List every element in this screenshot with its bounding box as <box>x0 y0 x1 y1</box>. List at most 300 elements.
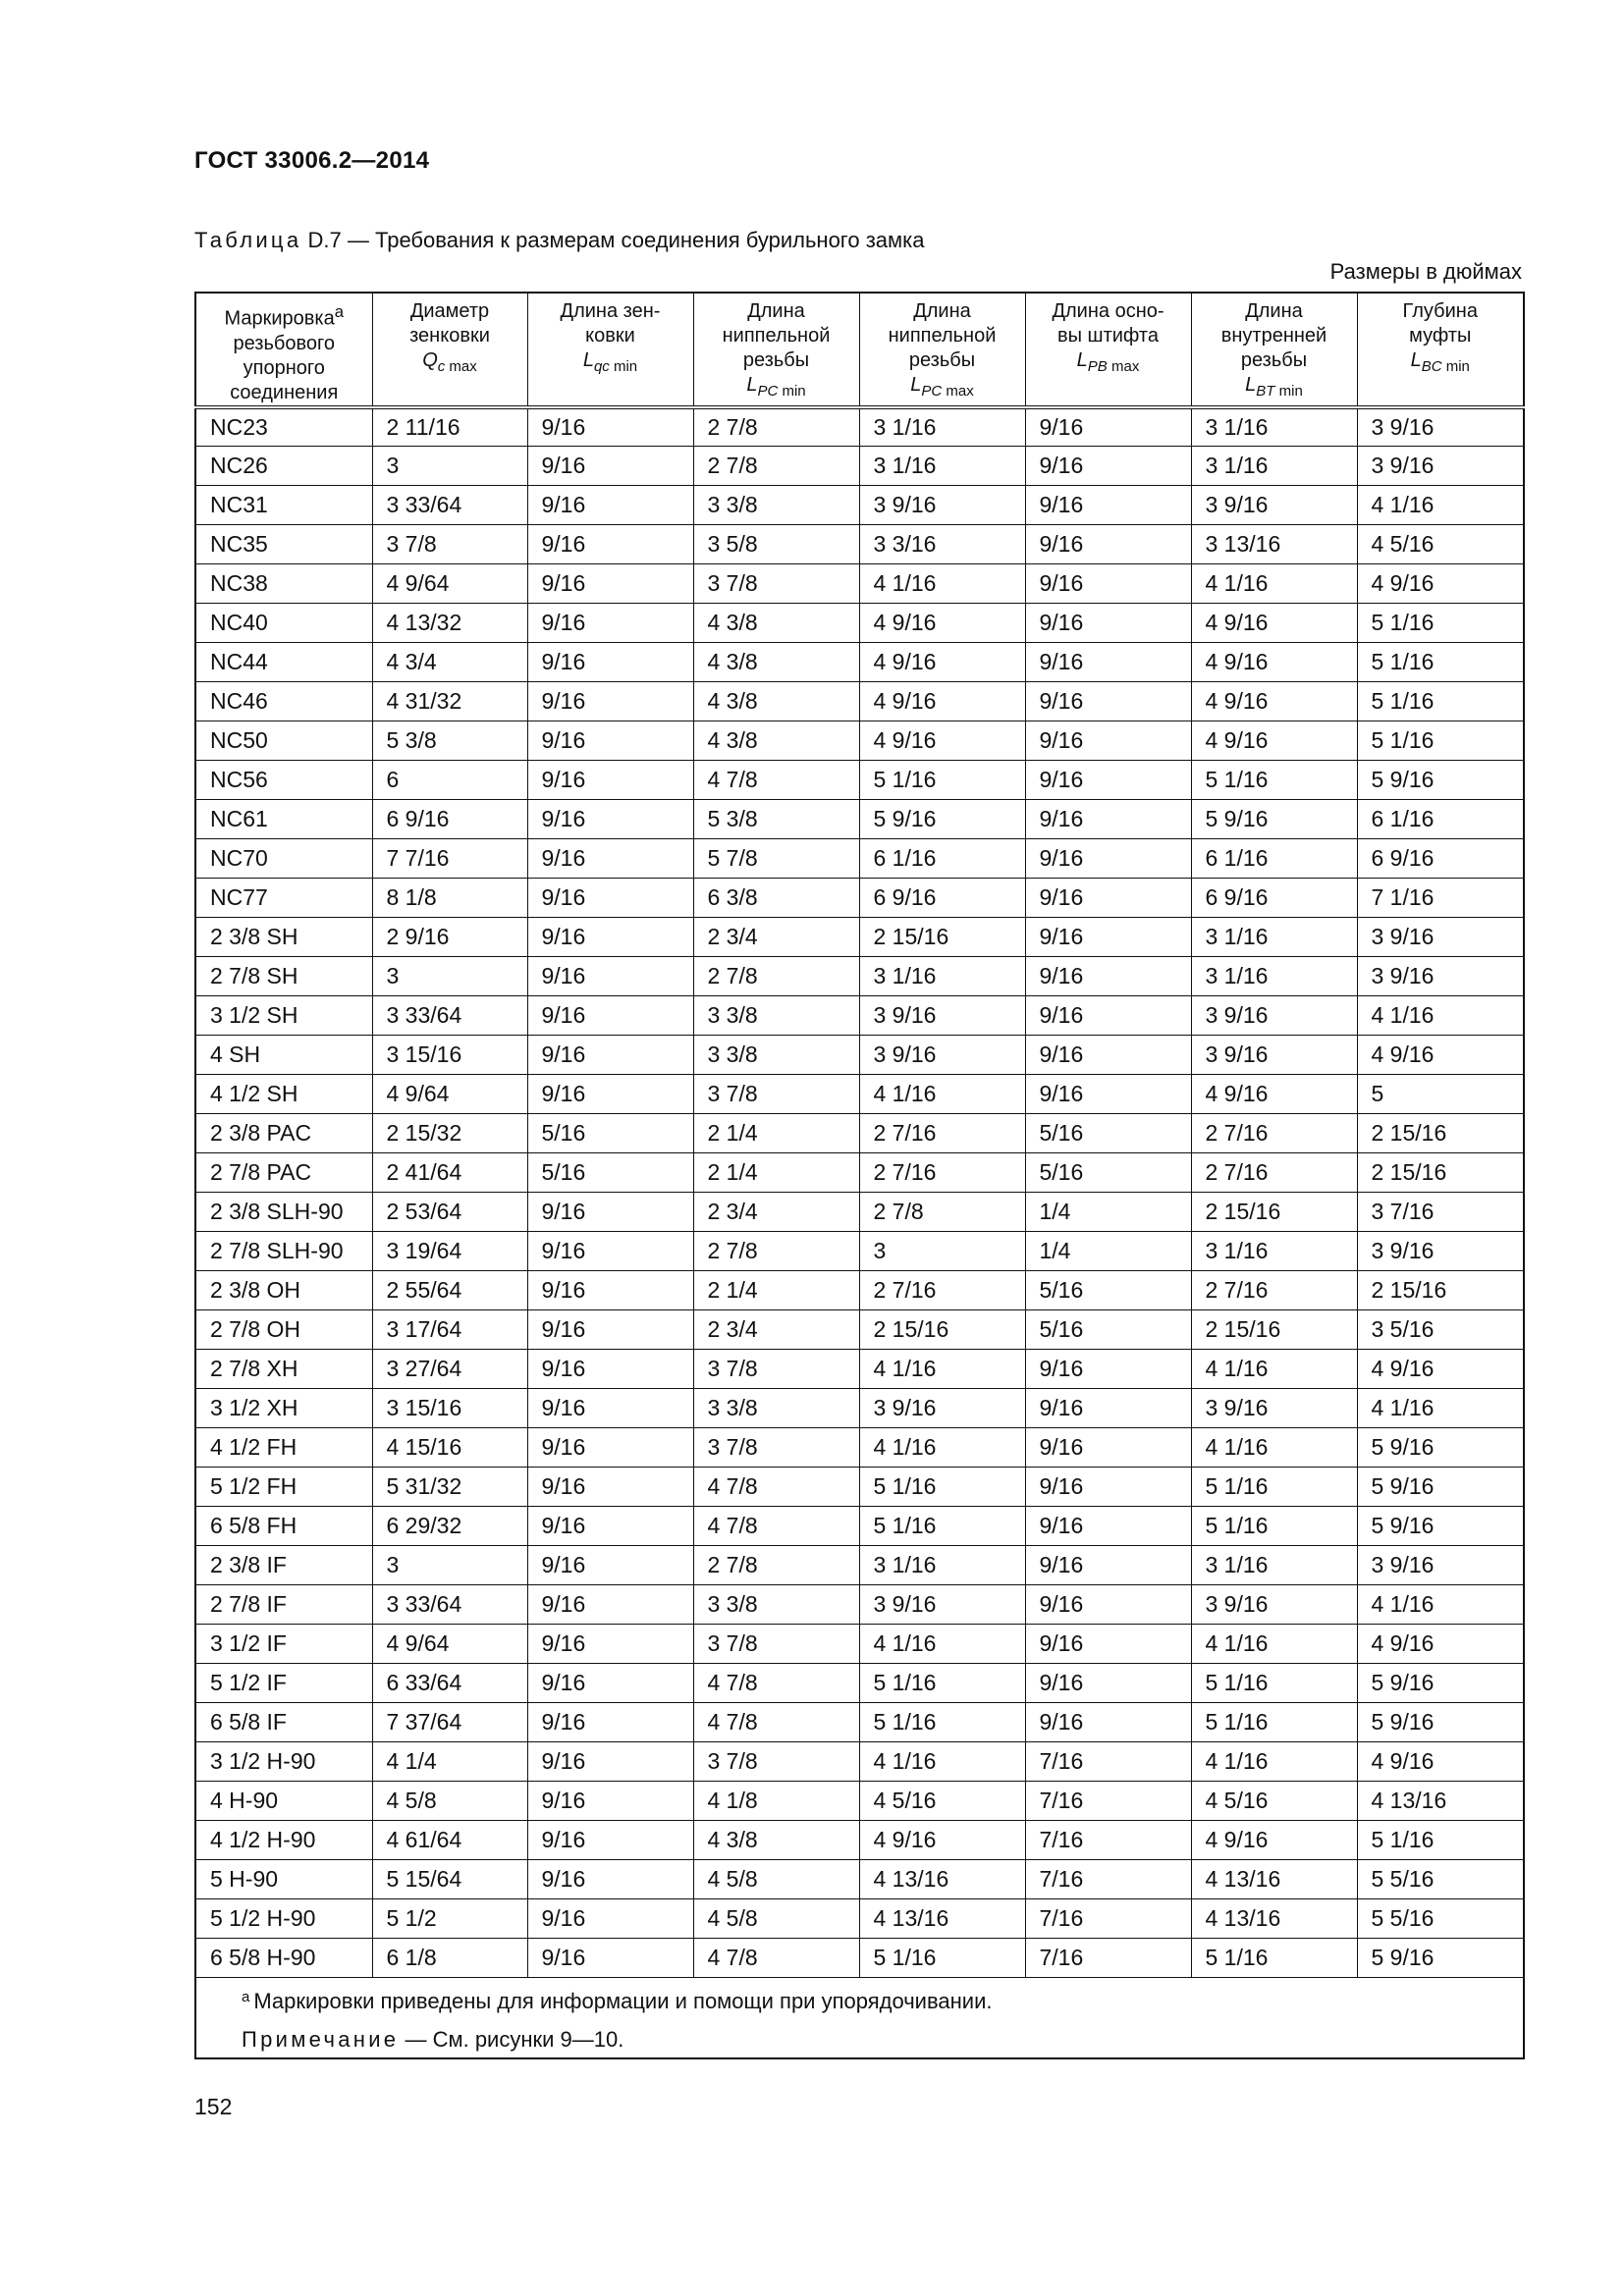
symbol-letter: L <box>1245 374 1257 396</box>
table-cell: 4 9/16 <box>1191 1075 1357 1114</box>
table-row <box>195 643 1524 682</box>
header-line: внутренней <box>1220 325 1327 347</box>
symbol-subscript-text: min <box>778 383 806 400</box>
table-cell: 3 3/8 <box>693 486 859 525</box>
table-cell: 9/16 <box>527 1546 693 1585</box>
header-line <box>200 299 368 332</box>
table-cell: 3 1/16 <box>859 447 1025 486</box>
table-cell: 3 <box>372 447 527 486</box>
symbol-letter: L <box>1076 349 1088 371</box>
document-header: ГОСТ 33006.2—2014 <box>194 147 430 174</box>
table-cell: 9/16 <box>1025 1507 1191 1546</box>
table-cell: 5 7/8 <box>693 839 859 879</box>
connection-designation-cell: NC23 <box>195 407 372 447</box>
connection-designation-cell: 2 3/8 OH <box>195 1271 372 1310</box>
table-cell: 4 9/16 <box>1191 721 1357 761</box>
table-cell: 4 61/64 <box>372 1821 527 1860</box>
table-cell: 4 1/16 <box>1191 564 1357 604</box>
table-cell: 4 1/16 <box>1191 1742 1357 1782</box>
table-cell: 4 3/8 <box>693 682 859 721</box>
symbol-letter: L <box>746 374 758 396</box>
symbol-subscript-italic: PB <box>1087 358 1108 375</box>
table-cell: 9/16 <box>1025 447 1191 486</box>
table-cell: 9/16 <box>527 407 693 447</box>
table-cell: 4 5/16 <box>1191 1782 1357 1821</box>
table-cell: 4 1/16 <box>859 1350 1025 1389</box>
table-cell: 6 1/16 <box>1191 839 1357 879</box>
table-cell: 4 1/16 <box>1191 1625 1357 1664</box>
table-cell: 5 9/16 <box>1357 761 1524 800</box>
table-caption <box>194 228 925 253</box>
symbol-subscript-italic: PC <box>757 383 779 400</box>
table-cell: 4 13/32 <box>372 604 527 643</box>
symbol-subscript-text: max <box>942 383 974 400</box>
table-cell: 3 7/8 <box>693 1742 859 1782</box>
table-cell: 4 9/16 <box>1357 1350 1524 1389</box>
table-cell: 3 9/16 <box>1357 1232 1524 1271</box>
table-cell: 4 9/16 <box>1191 1821 1357 1860</box>
table-cell: 3 <box>859 1232 1025 1271</box>
connection-designation-cell: 2 3/8 PAC <box>195 1114 372 1153</box>
table-cell: 9/16 <box>527 1232 693 1271</box>
table-cell: 9/16 <box>527 1625 693 1664</box>
table-cell: 9/16 <box>527 1428 693 1468</box>
table-row <box>195 604 1524 643</box>
table-cell: 9/16 <box>1025 1703 1191 1742</box>
table-cell: 4 5/8 <box>693 1899 859 1939</box>
table-cell: 9/16 <box>527 682 693 721</box>
table-cell: 9/16 <box>527 643 693 682</box>
symbol-subscript <box>1088 358 1140 375</box>
table-notes <box>195 1978 1524 2059</box>
table-row <box>195 1232 1524 1271</box>
header-symbol <box>698 373 855 399</box>
symbol-subscript <box>1422 358 1470 375</box>
table-cell: 4 13/16 <box>1357 1782 1524 1821</box>
note-label: Примечание <box>242 2027 400 2053</box>
table-cell: 2 1/4 <box>693 1153 859 1193</box>
table-cell: 4 3/8 <box>693 1821 859 1860</box>
table-cell: 9/16 <box>1025 1585 1191 1625</box>
table-cell: 3 5/8 <box>693 525 859 564</box>
table-cell: 4 9/64 <box>372 1075 527 1114</box>
table-cell: 9/16 <box>527 957 693 996</box>
table-cell: 2 3/4 <box>693 1193 859 1232</box>
connection-designation-cell: NC31 <box>195 486 372 525</box>
table-cell: 4 13/16 <box>1191 1899 1357 1939</box>
table-cell: 3 9/16 <box>1191 486 1357 525</box>
table-cell: 5 3/8 <box>372 721 527 761</box>
table-cell: 4 13/16 <box>859 1899 1025 1939</box>
symbol-subscript-text: max <box>1107 358 1140 375</box>
footer-row <box>195 1978 1524 2059</box>
symbol-letter: Q <box>422 349 438 371</box>
table-cell: 5 1/16 <box>1191 761 1357 800</box>
table-row <box>195 1703 1524 1742</box>
table-cell: 3 7/8 <box>693 1625 859 1664</box>
table-cell: 9/16 <box>527 1899 693 1939</box>
connection-designation-cell: 5 1/2 FH <box>195 1468 372 1507</box>
table-cell: 5 9/16 <box>1357 1664 1524 1703</box>
table-cell: 2 15/16 <box>859 918 1025 957</box>
table-cell: 2 9/16 <box>372 918 527 957</box>
table-cell: 5 9/16 <box>1357 1703 1524 1742</box>
table-cell: 4 9/64 <box>372 564 527 604</box>
table-cell: 5 5/16 <box>1357 1860 1524 1899</box>
table-cell: 2 15/16 <box>1357 1153 1524 1193</box>
header-symbol <box>864 373 1021 399</box>
connection-designation-cell: 2 7/8 IF <box>195 1585 372 1625</box>
table-cell: 2 3/4 <box>693 1310 859 1350</box>
table-cell: 6 9/16 <box>1191 879 1357 918</box>
table-cell: 2 55/64 <box>372 1271 527 1310</box>
table-cell: 3 13/16 <box>1191 525 1357 564</box>
table-cell: 3 7/8 <box>372 525 527 564</box>
header-line: Диаметр <box>409 300 490 322</box>
table-row <box>195 1782 1524 1821</box>
connection-designation-cell: NC77 <box>195 879 372 918</box>
table-cell: 9/16 <box>1025 643 1191 682</box>
table-row <box>195 1114 1524 1153</box>
table-cell: 4 3/8 <box>693 643 859 682</box>
header-line: Длина осно- <box>1052 300 1164 322</box>
table-cell: 4 3/4 <box>372 643 527 682</box>
table-row <box>195 486 1524 525</box>
table-row <box>195 1271 1524 1310</box>
symbol-subscript-italic: PC <box>921 383 943 400</box>
symbol-subscript <box>438 358 477 375</box>
symbol-subscript <box>757 383 805 400</box>
table-row <box>195 525 1524 564</box>
header-line: соединения <box>230 381 339 403</box>
table-cell: 6 29/32 <box>372 1507 527 1546</box>
table-cell: 5/16 <box>527 1114 693 1153</box>
table-row <box>195 447 1524 486</box>
table-cell: 5 1/16 <box>1357 682 1524 721</box>
table-cell: 5 1/16 <box>859 1468 1025 1507</box>
table-cell: 9/16 <box>1025 1664 1191 1703</box>
connection-designation-cell: NC56 <box>195 761 372 800</box>
table-cell: 7 1/16 <box>1357 879 1524 918</box>
table-cell: 6 1/16 <box>1357 800 1524 839</box>
table-cell: 3 19/64 <box>372 1232 527 1271</box>
table-cell: 9/16 <box>527 486 693 525</box>
table-cell: 5 1/16 <box>859 1703 1025 1742</box>
table-row <box>195 1821 1524 1860</box>
table-cell: 9/16 <box>1025 721 1191 761</box>
table-cell: 3 3/8 <box>693 1036 859 1075</box>
table-row <box>195 1036 1524 1075</box>
table-cell: 3 17/64 <box>372 1310 527 1350</box>
table-row <box>195 918 1524 957</box>
table-cell: 6 1/8 <box>372 1939 527 1978</box>
table-cell: 5/16 <box>527 1153 693 1193</box>
table-cell: 9/16 <box>527 1821 693 1860</box>
header-line: ковки <box>585 325 635 347</box>
table-cell: 4 13/16 <box>1191 1860 1357 1899</box>
table-cell: 4 1/16 <box>859 1625 1025 1664</box>
table-cell: 2 15/32 <box>372 1114 527 1153</box>
table-cell: 3 7/8 <box>693 1075 859 1114</box>
table-cell: 2 7/8 <box>859 1193 1025 1232</box>
table-cell: 4 7/8 <box>693 761 859 800</box>
connection-designation-cell: 5 1/2 IF <box>195 1664 372 1703</box>
table-cell: 4 3/8 <box>693 721 859 761</box>
table-cell: 3 9/16 <box>1191 1036 1357 1075</box>
table-cell: 9/16 <box>527 761 693 800</box>
table-cell: 9/16 <box>527 721 693 761</box>
table-cell: 5 31/32 <box>372 1468 527 1507</box>
table-cell: 2 7/16 <box>859 1114 1025 1153</box>
table-cell: 5 1/16 <box>859 1939 1025 1978</box>
table-row <box>195 1193 1524 1232</box>
table-row <box>195 721 1524 761</box>
table-cell: 5 15/64 <box>372 1860 527 1899</box>
table-cell: 9/16 <box>1025 1389 1191 1428</box>
table-cell: 4 9/16 <box>1191 682 1357 721</box>
table-cell: 3 1/16 <box>1191 918 1357 957</box>
table-row <box>195 1939 1524 1978</box>
table-cell: 4 7/8 <box>693 1939 859 1978</box>
header-line: Длина <box>913 300 971 322</box>
table-cell: 5/16 <box>1025 1114 1191 1153</box>
table-row <box>195 564 1524 604</box>
table-cell: 2 15/16 <box>1357 1114 1524 1153</box>
table-cell: 5 1/16 <box>1357 721 1524 761</box>
table-cell: 3 1/16 <box>1191 957 1357 996</box>
table-cell: 3 7/8 <box>693 1428 859 1468</box>
table-cell: 4 1/8 <box>693 1782 859 1821</box>
connection-designation-cell: 2 7/8 OH <box>195 1310 372 1350</box>
symbol-subscript <box>921 383 973 400</box>
table-cell: 9/16 <box>1025 957 1191 996</box>
table-row <box>195 996 1524 1036</box>
table-cell: 2 7/8 <box>693 407 859 447</box>
table-cell: 3 <box>372 957 527 996</box>
column-header <box>1191 293 1357 407</box>
table-cell: 9/16 <box>1025 1468 1191 1507</box>
connection-designation-cell: 6 5/8 IF <box>195 1703 372 1742</box>
note-text: — См. рисунки 9—10. <box>405 2027 624 2053</box>
table-cell: 5 <box>1357 1075 1524 1114</box>
table-cell: 6 3/8 <box>693 879 859 918</box>
table-cell: 2 15/16 <box>1191 1193 1357 1232</box>
table-cell: 3 5/16 <box>1357 1310 1524 1350</box>
table-cell: 4 5/8 <box>693 1860 859 1899</box>
table-cell: 4 1/16 <box>859 1075 1025 1114</box>
page-number: 152 <box>194 2094 233 2119</box>
table-cell: 9/16 <box>1025 1036 1191 1075</box>
column-header <box>195 293 372 407</box>
table-cell: 4 9/16 <box>859 721 1025 761</box>
table-cell: 5 5/16 <box>1357 1899 1524 1939</box>
table-cell: 7/16 <box>1025 1742 1191 1782</box>
symbol-subscript-italic: BC <box>1421 358 1442 375</box>
table-row <box>195 1389 1524 1428</box>
table-cell: 4 9/16 <box>1191 643 1357 682</box>
table-cell: 3 1/16 <box>1191 407 1357 447</box>
table-cell: 9/16 <box>527 1271 693 1310</box>
table-cell: 3 9/16 <box>859 486 1025 525</box>
table-cell: 7/16 <box>1025 1939 1191 1978</box>
table-cell: 9/16 <box>527 1664 693 1703</box>
header-line: резьбового <box>233 332 335 354</box>
table-row <box>195 957 1524 996</box>
table-cell: 3 7/8 <box>693 564 859 604</box>
header-line: резьбы <box>908 349 976 371</box>
table-row <box>195 407 1524 447</box>
column-header <box>1025 293 1191 407</box>
table-cell: 9/16 <box>527 1350 693 1389</box>
table-cell: 2 3/4 <box>693 918 859 957</box>
header-line: вы штифта <box>1056 325 1159 347</box>
table-cell: 3 1/16 <box>1191 447 1357 486</box>
table-cell: 9/16 <box>527 447 693 486</box>
table-cell: 9/16 <box>527 1782 693 1821</box>
table-cell: 9/16 <box>1025 996 1191 1036</box>
table-cell: 3 9/16 <box>859 996 1025 1036</box>
table-cell: 5 1/16 <box>1191 1507 1357 1546</box>
table-cell: 4 1/16 <box>859 1428 1025 1468</box>
table-cell: 4 9/64 <box>372 1625 527 1664</box>
connection-designation-cell: 2 3/8 SH <box>195 918 372 957</box>
table-cell: 4 3/8 <box>693 604 859 643</box>
connection-designation-cell: 3 1/2 IF <box>195 1625 372 1664</box>
table-cell: 4 1/16 <box>859 1742 1025 1782</box>
table-row <box>195 1310 1524 1350</box>
connection-designation-cell: 3 1/2 XH <box>195 1389 372 1428</box>
header-line: Длина зен- <box>560 300 661 322</box>
table-row <box>195 1428 1524 1468</box>
table-cell: 9/16 <box>527 1193 693 1232</box>
table-cell: 4 15/16 <box>372 1428 527 1468</box>
table-cell: 3 15/16 <box>372 1389 527 1428</box>
table-row <box>195 1664 1524 1703</box>
table-cell: 9/16 <box>527 800 693 839</box>
header-line: резьбы <box>742 349 810 371</box>
symbol-subscript <box>1256 383 1303 400</box>
units-note: Размеры в дюймах <box>1329 259 1522 284</box>
connection-designation-cell: 3 1/2 H-90 <box>195 1742 372 1782</box>
header-line: резьбы <box>1240 349 1308 371</box>
table-cell: 9/16 <box>527 839 693 879</box>
table-cell: 3 9/16 <box>1191 1585 1357 1625</box>
connection-designation-cell: 4 1/2 SH <box>195 1075 372 1114</box>
table-cell: 5 1/16 <box>1191 1664 1357 1703</box>
table-cell: 7/16 <box>1025 1782 1191 1821</box>
table-cell: 9/16 <box>527 1507 693 1546</box>
table-cell: 4 1/16 <box>1357 996 1524 1036</box>
table-cell: 9/16 <box>527 1585 693 1625</box>
table-cell: 9/16 <box>527 1703 693 1742</box>
connection-designation-cell: NC38 <box>195 564 372 604</box>
table-cell: 5 1/16 <box>1357 643 1524 682</box>
table-cell: 3 9/16 <box>1357 407 1524 447</box>
caption-dash: — <box>347 228 369 252</box>
connection-designation-cell: NC26 <box>195 447 372 486</box>
table-cell: 5/16 <box>1025 1310 1191 1350</box>
header-line: Длина <box>1245 300 1303 322</box>
table-cell: 2 7/16 <box>859 1153 1025 1193</box>
table-cell: 7 7/16 <box>372 839 527 879</box>
table-cell: 9/16 <box>1025 879 1191 918</box>
table-cell: 6 <box>372 761 527 800</box>
connection-designation-cell: 6 5/8 H-90 <box>195 1939 372 1978</box>
connection-designation-cell: 4 1/2 FH <box>195 1428 372 1468</box>
table-cell: 4 13/16 <box>859 1860 1025 1899</box>
connection-designation-cell: 6 5/8 FH <box>195 1507 372 1546</box>
table-cell: 9/16 <box>1025 1075 1191 1114</box>
table-cell: 3 9/16 <box>1357 447 1524 486</box>
table-cell: 9/16 <box>1025 918 1191 957</box>
table-cell: 2 7/8 <box>693 1546 859 1585</box>
symbol-subscript-italic: c <box>437 358 446 375</box>
table-cell: 4 5/16 <box>1357 525 1524 564</box>
table-cell: 4 1/16 <box>1357 1585 1524 1625</box>
header-symbol <box>532 348 689 374</box>
header-symbol <box>1362 348 1520 374</box>
table-cell: 4 31/32 <box>372 682 527 721</box>
table-row <box>195 1585 1524 1625</box>
table-cell: 3 9/16 <box>1357 918 1524 957</box>
header-line: упорного <box>243 356 325 379</box>
connection-designation-cell: NC46 <box>195 682 372 721</box>
table-cell: 4 5/8 <box>372 1782 527 1821</box>
table-cell: 9/16 <box>1025 407 1191 447</box>
table-cell: 5 9/16 <box>1357 1468 1524 1507</box>
table-row <box>195 1860 1524 1899</box>
table-cell: 2 15/16 <box>1357 1271 1524 1310</box>
header-line: Длина <box>747 300 805 322</box>
table-cell: 4 9/16 <box>1191 604 1357 643</box>
symbol-subscript-text: min <box>1441 358 1470 375</box>
table-cell: 3 9/16 <box>1191 1389 1357 1428</box>
table-cell: 3 1/16 <box>859 407 1025 447</box>
connection-designation-cell: 4 SH <box>195 1036 372 1075</box>
connection-designation-cell: NC70 <box>195 839 372 879</box>
table-cell: 2 7/16 <box>1191 1114 1357 1153</box>
table-cell: 9/16 <box>527 525 693 564</box>
table-cell: 3 3/16 <box>859 525 1025 564</box>
table-cell: 9/16 <box>1025 1546 1191 1585</box>
connection-designation-cell: 2 3/8 SLH-90 <box>195 1193 372 1232</box>
table-cell: 4 9/16 <box>859 682 1025 721</box>
table-cell: 9/16 <box>1025 1625 1191 1664</box>
table-row <box>195 1742 1524 1782</box>
table-cell: 3 9/16 <box>859 1036 1025 1075</box>
table-row <box>195 800 1524 839</box>
table-cell: 3 9/16 <box>1357 957 1524 996</box>
symbol-letter: L <box>1410 349 1422 371</box>
caption-title: Требования к размерам соединения бурильного замка <box>375 228 925 252</box>
table-cell: 2 1/4 <box>693 1114 859 1153</box>
table-cell: 6 9/16 <box>372 800 527 839</box>
table-cell: 9/16 <box>1025 486 1191 525</box>
table-cell: 4 9/16 <box>859 604 1025 643</box>
table-cell: 4 7/8 <box>693 1703 859 1742</box>
connection-designation-cell: 4 1/2 H-90 <box>195 1821 372 1860</box>
table-row <box>195 1075 1524 1114</box>
table-cell: 3 3/8 <box>693 996 859 1036</box>
table-cell: 9/16 <box>527 1742 693 1782</box>
table-cell: 4 9/16 <box>859 643 1025 682</box>
header-symbol <box>377 348 523 374</box>
connection-designation-cell: 2 7/8 XH <box>195 1350 372 1389</box>
table-cell: 7/16 <box>1025 1860 1191 1899</box>
connection-designation-cell: 2 7/8 SLH-90 <box>195 1232 372 1271</box>
table-cell: 2 7/16 <box>859 1271 1025 1310</box>
table-cell: 5 9/16 <box>1357 1939 1524 1978</box>
